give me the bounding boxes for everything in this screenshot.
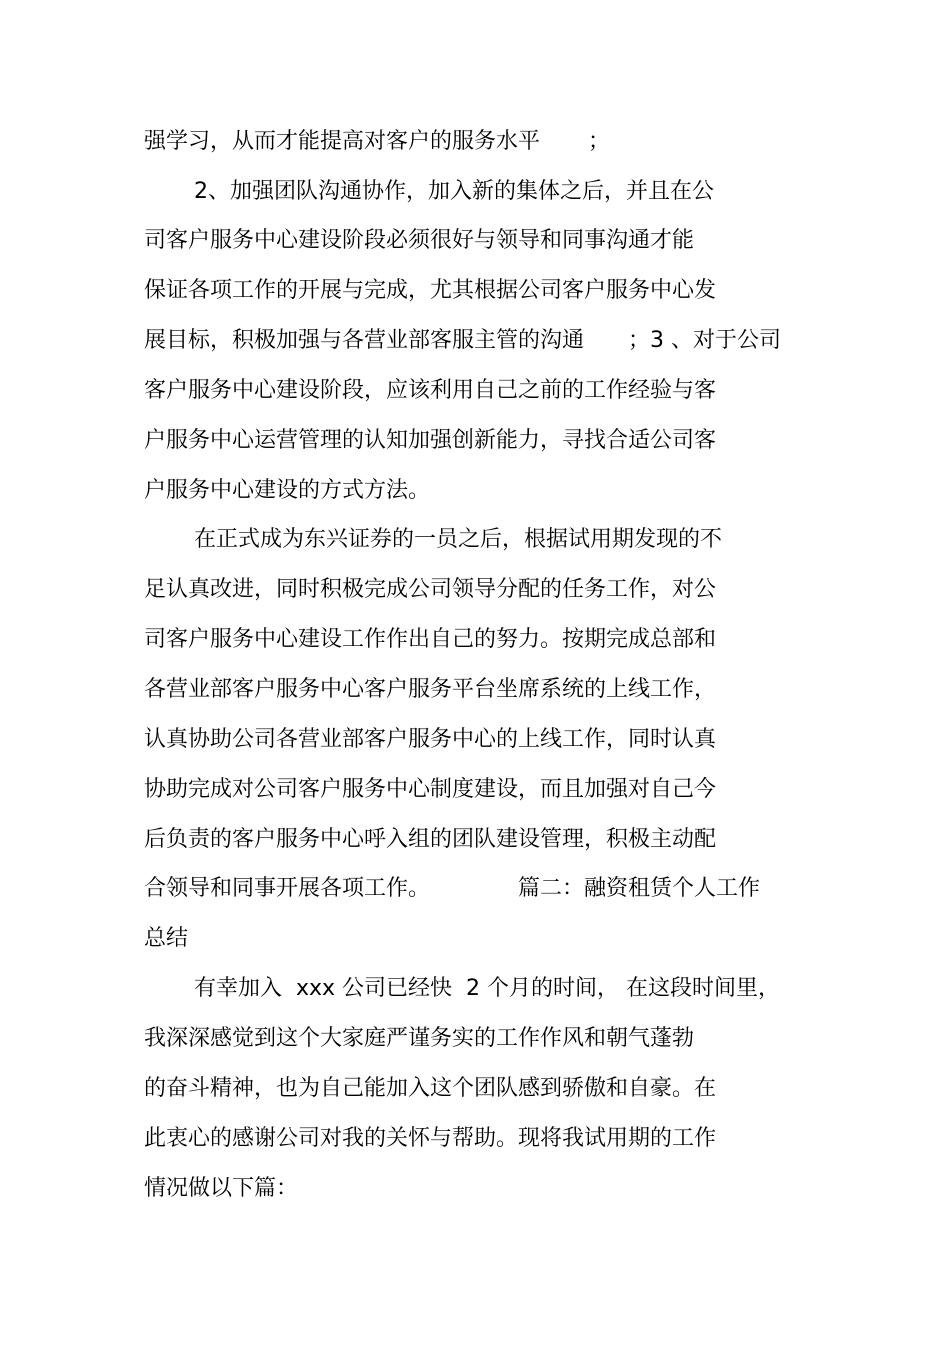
text-line: 情况做以下篇：: [144, 1176, 299, 1201]
text-line: 各营业部客户服务中心客户服务平台坐席系统的上线工作，: [144, 677, 717, 702]
text-line: 户服务中心运营管理的认知加强创新能力，寻找合适公司客: [144, 428, 717, 453]
text-line: 有幸加入 xxx 公司已经快 2 个月的时间， 在这段时间里，: [194, 976, 781, 1001]
text-line: 协助完成对公司客户服务中心制度建设，而且加强对自己今: [144, 777, 717, 802]
text-line: 客户服务中心建设阶段，应该利用自己之前的工作经验与客: [144, 378, 717, 403]
text-line: 足认真改进，同时积极完成公司领导分配的任务工作，对公: [144, 577, 717, 602]
text-line: 保证各项工作的开展与完成，尤其根据公司客户服务中心发: [144, 278, 717, 303]
text-line: 合领导和同事开展各项工作。 篇二：融资租赁个人工作: [144, 876, 761, 901]
text-line: 此衷心的感谢公司对我的关怀与帮助。现将我试用期的工作: [144, 1126, 717, 1151]
text-line: 司客户服务中心建设工作作出自己的努力。按期完成总部和: [144, 627, 717, 652]
text-line: 展目标，积极加强与各营业部客服主管的沟通 ；3 、对于公司: [144, 328, 782, 353]
text-line: 户服务中心建设的方式方法。: [144, 478, 431, 503]
text-line: 后负责的客户服务中心呼入组的团队建设管理，积极主动配: [144, 827, 717, 852]
text-line: 我深深感觉到这个大家庭严谨务实的工作作风和朝气蓬勃: [144, 1026, 695, 1051]
text-line: 总结: [144, 926, 189, 951]
text-line: 强学习，从而才能提高对客户的服务水平 ；: [144, 129, 611, 154]
text-line: 司客户服务中心建设阶段必须很好与领导和同事沟通才能: [144, 228, 695, 253]
text-line: 认真协助公司各营业部客户服务中心的上线工作，同时认真: [144, 727, 717, 752]
text-line: 的奋斗精神，也为自己能加入这个团队感到骄傲和自豪。在: [144, 1076, 717, 1101]
text-line: 在正式成为东兴证券的一员之后，根据试用期发现的不: [194, 527, 723, 552]
text-line: 2、加强团队沟通协作，加入新的集体之后，并且在公: [194, 179, 714, 204]
